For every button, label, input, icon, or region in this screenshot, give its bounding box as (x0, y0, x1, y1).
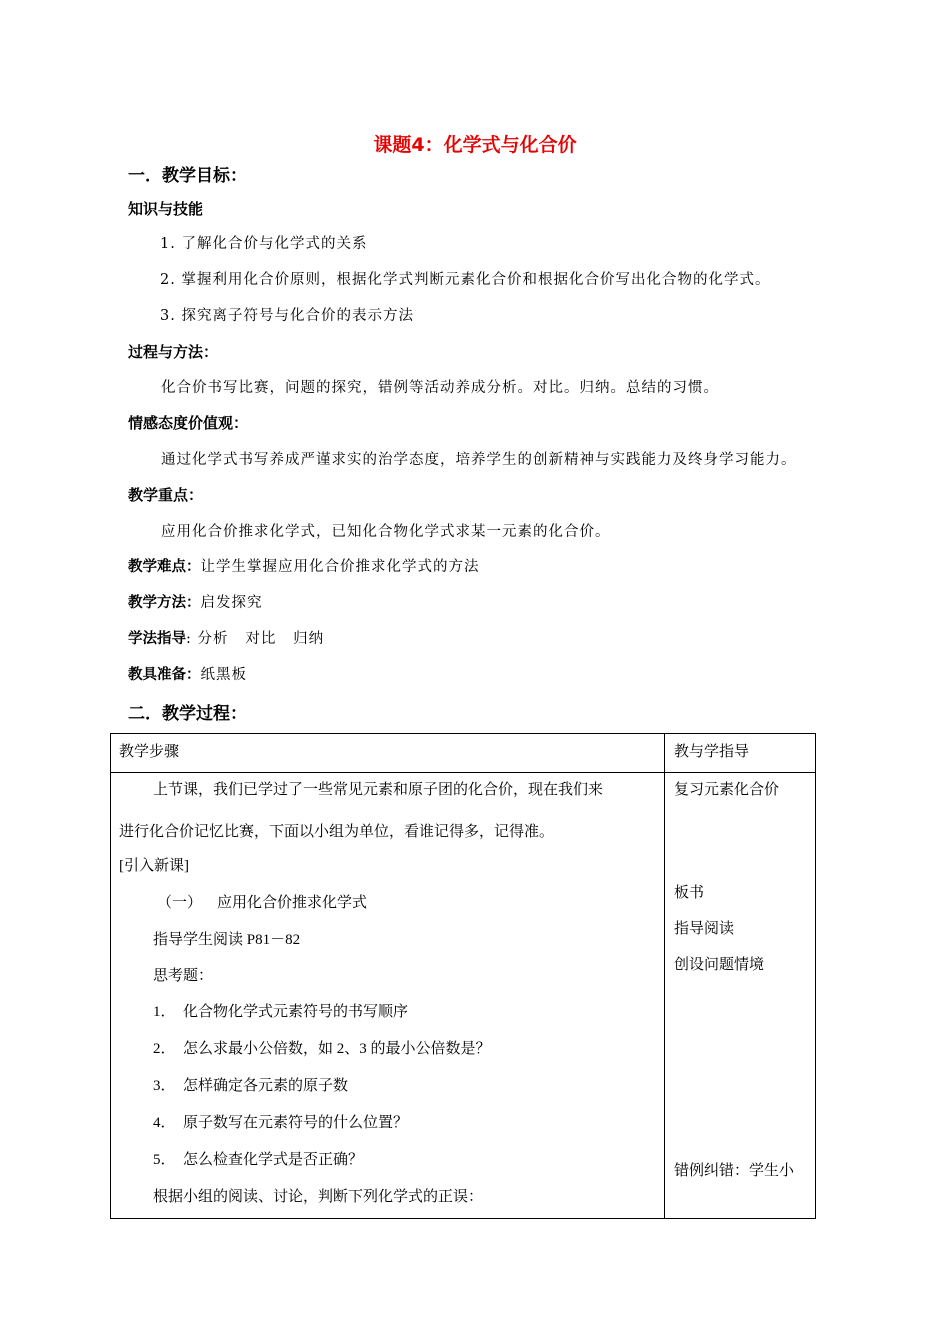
knowledge-item-2: 2. 掌握利用化合价原则，根据化学式判断元素化合价和根据化合价写出化合物的化学式。 (160, 272, 771, 288)
table-left-line-10: 4． 原子数写在元素符号的什么位置？ (153, 1115, 409, 1131)
method-line (128, 591, 263, 612)
method-text: 启发探究 (200, 595, 263, 611)
table-left-line-12: 根据小组的阅读、讨论，判断下列化学式的正误： (153, 1189, 484, 1205)
table-right-line-4: 创设问题情境 (674, 957, 765, 973)
knowledge-item-3: 3. 探究离子符号与化合价的表示方法 (160, 308, 414, 324)
knowledge-heading: 知识与技能 (128, 200, 204, 218)
section1-heading: 一．教学目标： (128, 166, 247, 186)
tools-line (128, 663, 247, 684)
knowledge-item-1: 1. 了解化合价与化学式的关系 (160, 236, 368, 252)
table-left-line-6: 思考题： (153, 968, 214, 984)
table-left-line-11: 5． 怎么检查化学式是否正确？ (153, 1152, 364, 1168)
section2-heading: 二．教学过程： (128, 704, 247, 724)
table-column-divider (664, 734, 665, 1218)
table-header-divider (111, 772, 815, 773)
table-right-line-1: 复习元素化合价 (674, 782, 780, 798)
table-header-guidance: 教与学指导 (674, 744, 750, 760)
table-left-line-8: 2． 怎么求最小公倍数，如 2、3 的最小公倍数是？ (153, 1041, 491, 1057)
emotion-text: 通过化学式书写养成严谨求实的治学态度，培养学生的创新精神与实践能力及终身学习能力。 (161, 452, 797, 468)
table-left-line-1: 上节课，我们已学过了一些常见元素和原子团的化合价，现在我们来 (153, 782, 604, 798)
focus-text: 应用化合价推求化学式，已知化合物化学式求某一元素的化合价。 (161, 524, 611, 540)
study-text: : 分析 对比 归纳 (186, 631, 325, 647)
method-label: 教学方法： (128, 595, 201, 611)
difficulty-label: 教学难点： (128, 559, 201, 575)
table-right-line-5: 错例纠错：学生小 (674, 1163, 795, 1179)
difficulty-text: 让学生掌握应用化合价推求化学式的方法 (200, 559, 480, 575)
table-left-line-9: 3． 怎样确定各元素的原子数 (153, 1078, 349, 1094)
table-header-steps: 教学步骤 (119, 744, 180, 760)
difficulty-line (128, 555, 480, 576)
table-right-line-3: 指导阅读 (674, 921, 735, 937)
table-right-line-2: 板书 (674, 885, 705, 901)
tools-text: 纸黑板 (200, 667, 247, 683)
table-left-line-2: 进行化合价记忆比赛，下面以小组为单位，看谁记得多，记得准。 (119, 824, 555, 840)
study-line (128, 627, 324, 648)
process-text: 化合价书写比赛，问题的探究，错例等活动养成分析。对比。归纳。总结的习惯。 (161, 380, 719, 396)
process-table (110, 733, 816, 1219)
page-title: 课题4：化学式与化合价 (373, 134, 577, 156)
table-left-line-7: 1． 化合物化学式元素符号的书写顺序 (153, 1004, 409, 1020)
table-left-line-5: 指导学生阅读 P81－82 (153, 932, 301, 948)
emotion-heading: 情感态度价值观： (128, 414, 249, 432)
tools-label: 教具准备： (128, 667, 201, 683)
table-left-line-3: [引入新课] (119, 858, 189, 874)
process-heading: 过程与方法： (128, 343, 219, 361)
study-label: 学法指导 (128, 631, 186, 647)
focus-heading: 教学重点： (128, 486, 204, 504)
table-left-line-4: （一） 应用化合价推求化学式 (157, 895, 368, 911)
